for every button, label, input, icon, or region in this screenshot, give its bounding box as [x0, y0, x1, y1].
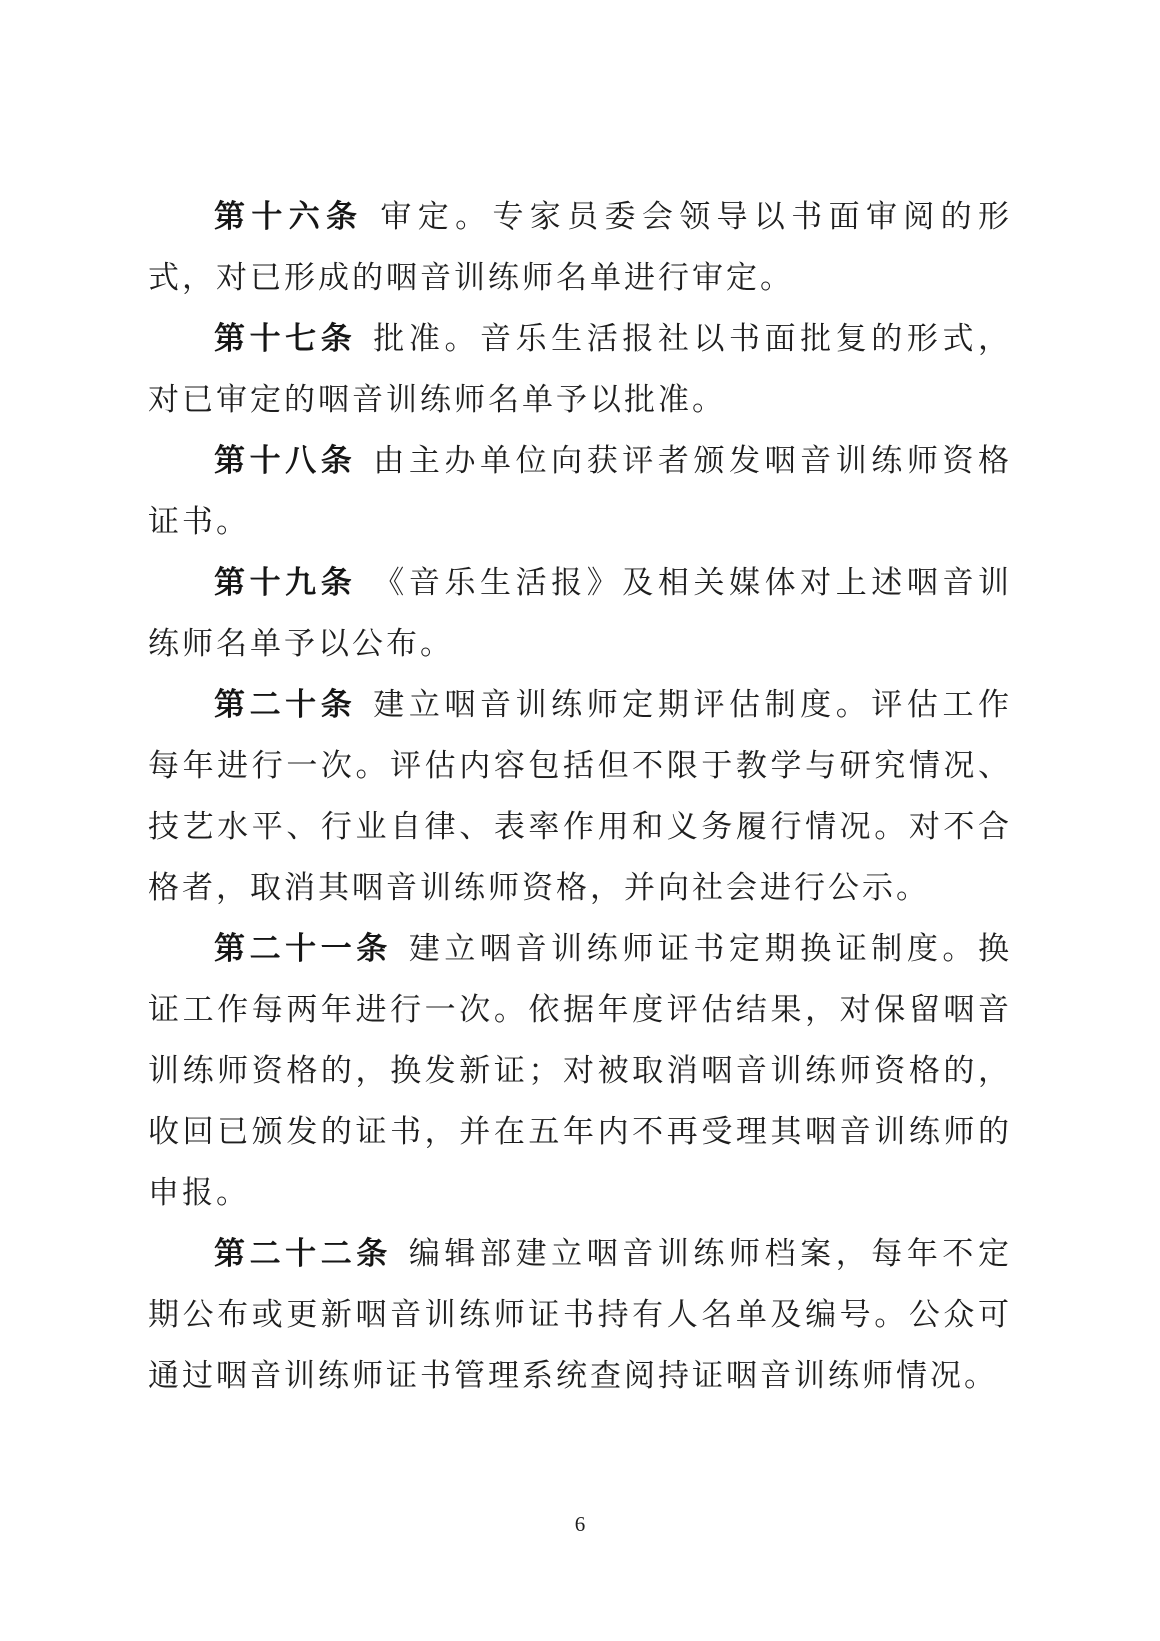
page-footer	[0, 1512, 1160, 1537]
paragraph-article-19	[148, 552, 1012, 674]
article-18-label: 第十八条	[214, 443, 357, 478]
article-17-label: 第十七条	[214, 321, 357, 356]
article-18-text: 由主办单位向获评者颁发咽音训练师资格证书。	[148, 443, 1013, 539]
article-21-text: 建立咽音训练师证书定期换证制度。换证工作每两年进行一次。依据年度评估结果，对保留咽音训练师资格的，换发新证；对被取消咽音训练师资格的，收回已颁发的证书，并在五年内不再受理其咽音训练师的申报。	[148, 931, 1013, 1210]
article-17-text: 批准。音乐生活报社以书面批复的形式，对已审定的咽音训练师名单予以批准。	[148, 321, 1013, 417]
article-19-text: 《音乐生活报》及相关媒体对上述咽音训练师名单予以公布。	[148, 565, 1013, 661]
paragraph-article-20	[148, 674, 1012, 918]
paragraph-article-21	[148, 918, 1012, 1223]
document-body	[148, 186, 1012, 1406]
article-16-label: 第十六条	[214, 199, 364, 234]
article-20-label: 第二十条	[214, 687, 357, 722]
article-20-text: 建立咽音训练师定期评估制度。评估工作每年进行一次。评估内容包括但不限于教学与研究情况、技艺水平、行业自律、表率作用和义务履行情况。对不合格者，取消其咽音训练师资格，并向社会进行公示。	[148, 687, 1013, 905]
article-21-label: 第二十一条	[214, 931, 392, 966]
paragraph-article-16	[148, 186, 1012, 308]
article-19-label: 第十九条	[214, 565, 357, 600]
article-22-text: 编辑部建立咽音训练师档案，每年不定期公布或更新咽音训练师证书持有人名单及编号。公众可通过咽音训练师证书管理系统查阅持证咽音训练师情况。	[148, 1236, 1013, 1393]
page-number: 6	[574, 1512, 586, 1536]
paragraph-article-22	[148, 1223, 1012, 1406]
article-22-label: 第二十二条	[214, 1236, 392, 1271]
paragraph-article-17	[148, 308, 1012, 430]
article-16-text: 审定。专家员委会领导以书面审阅的形式，对已形成的咽音训练师名单进行审定。	[148, 199, 1013, 295]
paragraph-article-18	[148, 430, 1012, 552]
